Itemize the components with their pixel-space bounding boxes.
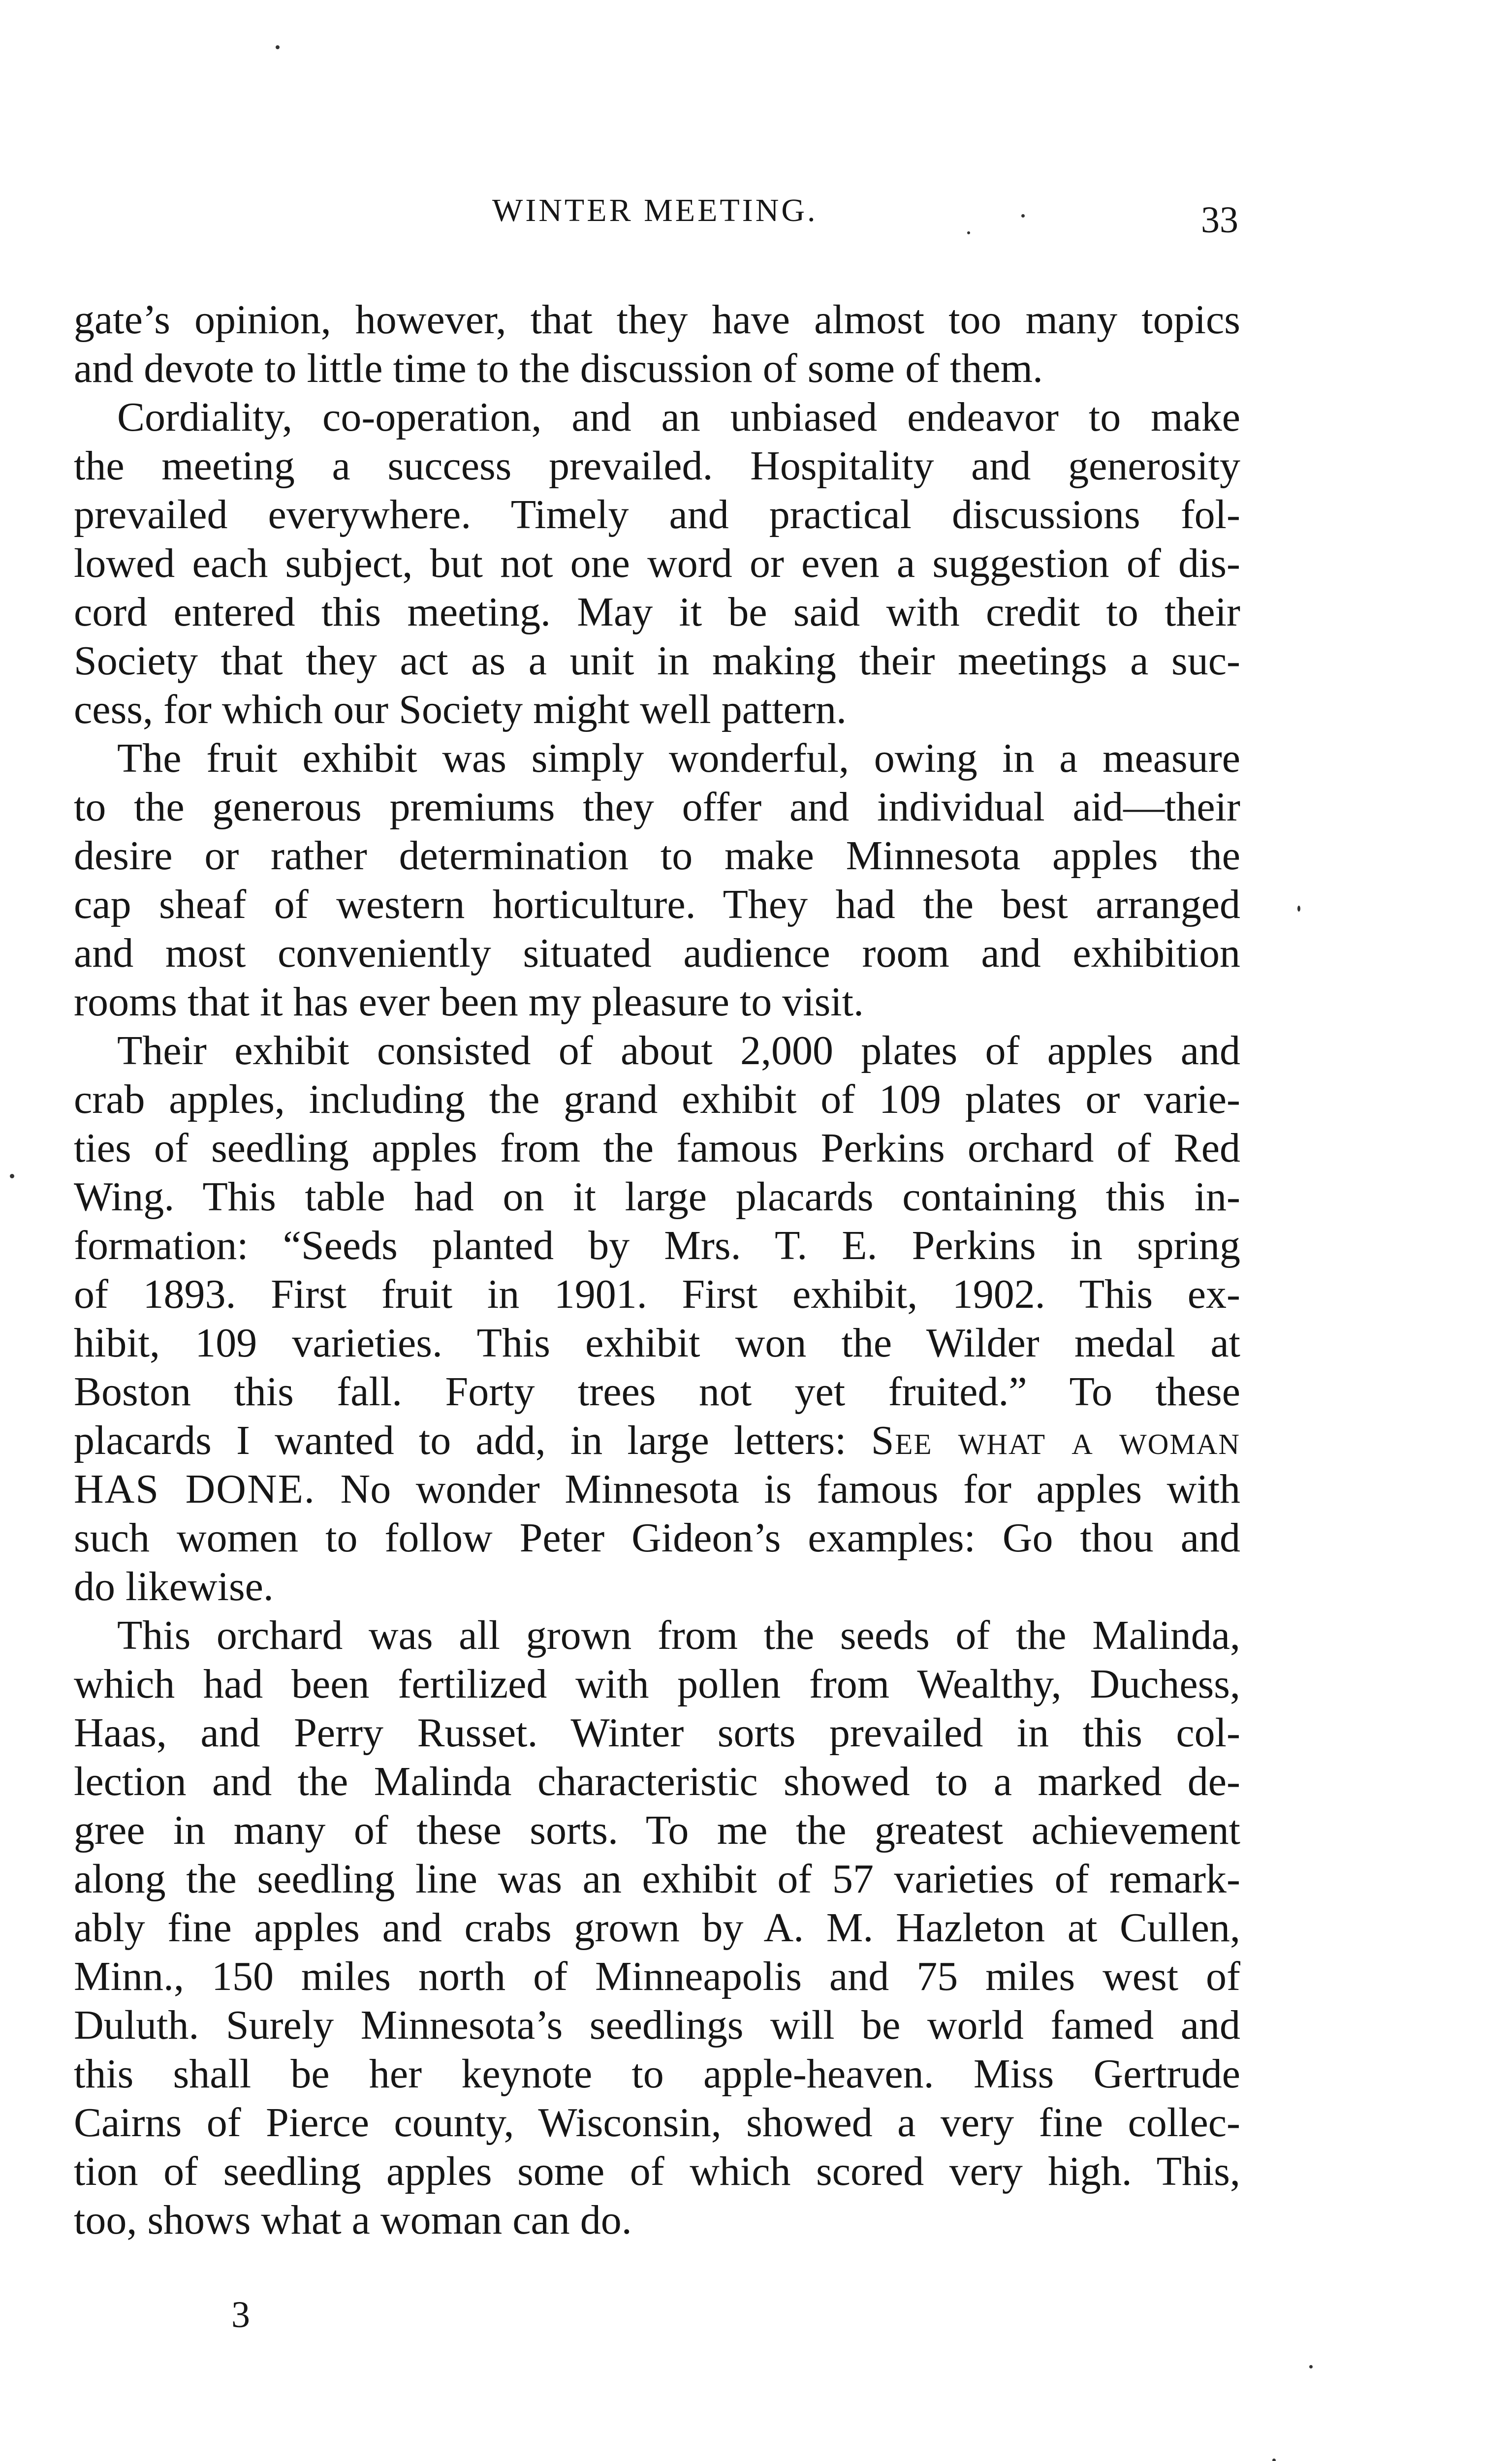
print-speck — [1309, 2365, 1313, 2368]
smallcaps-segment: HAS DONE. — [74, 1466, 315, 1512]
text-line: formation: “Seeds planted by Mrs. T. E. Perkins in spring — [74, 1223, 1240, 1268]
print-speck — [10, 1174, 14, 1178]
paragraph-4 — [74, 1026, 1240, 1611]
text-line: cess, for which our Society might well pattern. — [74, 687, 847, 732]
text-line: Minn., 150 miles north of Minneapolis and 75 miles west of — [74, 1954, 1240, 1999]
text-line: do likewise. — [74, 1564, 274, 1609]
text-line: hibit, 109 varieties. This exhibit won the Wilder medal at — [74, 1320, 1240, 1366]
page-number: 33 — [1201, 199, 1238, 241]
text-segment: No wonder Minnesota is famous for apples with — [340, 1466, 1241, 1512]
text-line: gate’s opinion, however, that they have almost too many topics — [74, 297, 1240, 343]
text-line: tion of seedling apples some of which scored very high. This, — [74, 2148, 1240, 2194]
text-line: to the generous premiums they offer and individual aid—their — [74, 784, 1240, 830]
text-line: Boston this fall. Forty trees not yet fruited.” To these — [74, 1369, 1240, 1415]
text-line: such women to follow Peter Gideon’s examples: Go thou and — [74, 1515, 1240, 1561]
print-speck — [1021, 214, 1025, 218]
text-line: cap sheaf of western horticulture. They had the best arranged — [74, 882, 1240, 927]
text-line: The fruit exhibit was simply wonderful, owing in a measure — [117, 735, 1240, 781]
text-line: This orchard was all grown from the seeds of the Malinda, — [117, 1612, 1240, 1658]
paragraph-5 — [74, 1611, 1240, 2244]
print-speck — [1297, 906, 1300, 912]
text-line: ably fine apples and crabs grown by A. M. Hazleton at Cullen, — [74, 1905, 1240, 1951]
text-line: gree in many of these sorts. To me the greatest achievement — [74, 1807, 1240, 1853]
text-line-mixed — [74, 1465, 1240, 1514]
text-line: Society that they act as a unit in making their meetings a suc- — [74, 638, 1240, 684]
text-line: and most conveniently situated audience room and exhibition — [74, 930, 1240, 976]
text-line: lowed each subject, but not one word or even a suggestion of dis- — [74, 540, 1240, 586]
text-line: the meeting a success prevailed. Hospitality and generosity — [74, 443, 1240, 489]
text-line: ties of seedling apples from the famous Perkins orchard of Red — [74, 1125, 1240, 1171]
text-line: and devote to little time to the discussion of some of them. — [74, 346, 1043, 391]
text-segment: placards I wanted to add, in large letters: — [74, 1418, 847, 1463]
body-text — [74, 295, 1240, 2244]
paragraph-1 — [74, 295, 1240, 393]
text-line: lection and the Malinda characteristic showed to a marked de- — [74, 1759, 1240, 1804]
text-line: desire or rather determination to make Minnesota apples the — [74, 833, 1240, 879]
text-line: Wing. This table had on it large placards containing this in- — [74, 1174, 1240, 1220]
text-line: Cairns of Pierce county, Wisconsin, showed a very fine collec- — [74, 2100, 1240, 2145]
page-header — [0, 192, 1512, 251]
text-line: rooms that it has ever been my pleasure to visit. — [74, 979, 864, 1025]
text-line: Haas, and Perry Russet. Winter sorts prevailed in this col- — [74, 1710, 1240, 1756]
running-title: WINTER MEETING. — [492, 192, 818, 228]
text-line: of 1893. First fruit in 1901. First exhibit, 1902. This ex- — [74, 1271, 1240, 1317]
text-line: prevailed everywhere. Timely and practical discussions fol- — [74, 492, 1240, 537]
text-line: this shall be her keynote to apple-heaven. Miss Gertrude — [74, 2051, 1240, 2097]
text-line: which had been fertilized with pollen from Wealthy, Duchess, — [74, 1661, 1240, 1707]
text-line: too, shows what a woman can do. — [74, 2197, 632, 2243]
text-line: crab apples, including the grand exhibit of 109 plates or varie- — [74, 1076, 1240, 1122]
paragraph-2 — [74, 393, 1240, 734]
text-line: along the seedling line was an exhibit of 57 varieties of remark- — [74, 1856, 1240, 1902]
text-line: Their exhibit consisted of about 2,000 plates of apples and — [117, 1028, 1240, 1073]
print-speck — [967, 231, 970, 234]
signature-mark: 3 — [231, 2294, 250, 2335]
text-line: cord entered this meeting. May it be said with credit to their — [74, 589, 1240, 635]
text-line-mixed — [74, 1416, 1240, 1465]
print-speck — [1272, 2459, 1276, 2461]
text-line: Duluth. Surely Minnesota’s seedlings will be world famed and — [74, 2002, 1240, 2048]
text-line: Cordiality, co-operation, and an unbiased endeavor to make — [117, 394, 1240, 440]
paragraph-3 — [74, 734, 1240, 1026]
smallcaps-segment: See what a woman — [871, 1418, 1241, 1463]
print-speck — [276, 45, 280, 49]
